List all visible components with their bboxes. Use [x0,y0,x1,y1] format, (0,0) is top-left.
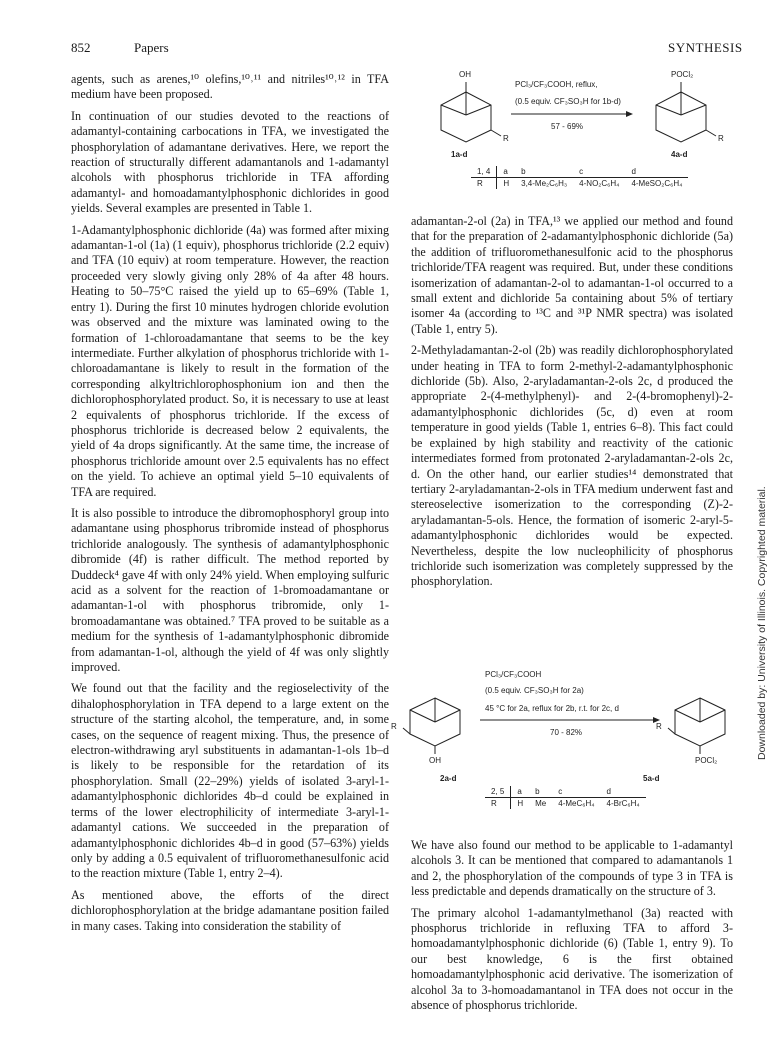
right-column-bottom [411,838,733,1019]
scheme-1 [411,70,741,210]
scheme-2 [385,668,740,818]
table-cell: 1, 4 [471,166,497,178]
table-cell: d [601,786,646,798]
paragraph: It is also possible to introduce the dibromophosphoryl group into adamantane using phosphorus tribromide instead of phosphorus trichloride analogously. The synthesis of adamantylphosphonic dibromide (4f) is rather difficult. The method reported by Duddeck⁴ gave 4f with only 24% yield. When employing sulfuric acid as a solvent for the reaction of 1-bromoadamantane or adamantan-1-ol with phosphorus tribromide, only 1-bromoadamantane was obtained.⁷ TFA proved to be suitable as a medium for the synthesis of 1-adamantylphosphonic dibromide from adamantan-1-ol, although the yield of 4f was only slightly improved. [71,505,389,675]
table-cell: c [552,786,600,798]
condition-line: PCl₃/CF₃COOH, reflux, [515,80,598,89]
r-label: R [391,722,397,731]
substituent-table [485,786,646,809]
condition-line: PCl₃/CF₃COOH [485,670,542,679]
yield-label: 57 - 69% [551,122,584,131]
paragraph: 1-Adamantylphosphonic dichloride (4a) was formed after mixing adamantan-1-ol (1a) (1 equiv), phosphorus trichloride (2.2 equiv) and TFA (10 equiv) at room temperature. However, the reaction proceeded very slowly giving only 28% of 4a after 48 hours. Heating to 50–75°C raised the yield up to 65–69% (Table 1, entry 1). During the first 10 minutes hydrogen chloride evolution was observed and the mixture was laminated owing to the formation of 1-chloroadamantane that seems to be the key intermediate. Further alkylation of phosphorus trichloride with 1-chloroadamantane is likely to result in the formation of the corresponding alkyltrichlorophosphonium ion and then the dichlorophosphorylated product. So, it is necessary to use at least 2 equivalents of phosphorus trichloride. If the excess of phosphorus trichloride is decreased below 2 equivalents, the yield of 4a drops significantly. At the same time, the increase of phosphorus trichloride amount over 2.5 equivalents has no effect on the yield. To achieve an optimal yield 5–10 equivalents of TFA are required. [71,222,389,499]
table-cell: d [625,166,688,178]
compound-label: 4a-d [671,150,688,159]
journal-name: SYNTHESIS [668,40,743,55]
table-cell: Me [535,799,547,808]
paragraph: 2-Methyladamantan-2-ol (2b) was readily dichlorophosphorylated under heating in TFA to form 2-methyl-2-adamantylphosphonic dichloride (5b). Also, 2-aryladamantan-2-ols 2c, d produced the appropriate 2-(4-methylphenyl)- and 2-(4-bromophenyl)-2-adamantylphosphonic dichlorides (5c, d) even at room temperature in good yields (Table 1, entries 6–8). This fact could be explained by high stability and reactivity of the cationic intermediates formed from protonated 2-aryladamantan-2-ols 2c, d. On the other hand, our earlier studies¹⁴ demonstrated that tertiary 2-aryladamantan-2-ols in TFA medium underwent fast and stereoselective isomerization to the corresponding (Z)-2-aryladamantan-5-ols. Hence, the formation of isomeric 2-aryl-5-adamantylphosphonic dichlorides would be expected. Nevertheless, despite the low nucleophilicity of phosphorus trichloride such isomerization was completely suppressed by the phosphorylation. [411,343,733,589]
compound-label: 5a-d [643,774,660,783]
paragraph: adamantan-2-ol (2a) in TFA,¹³ we applied our method and found that for the preparation of 2-adamantylphosphonic dichloride (5a) the addition of trifluoromethanesulfonic acid to the phosphorus trichloride/TFA reagent was required. But, under these conditions isomerization of adamantan-2-ol to adamantan-1-ol occurred to a small extent and dichloride 5a containing about 5% of tertiary isomer 4a (according to ¹³C and ³¹P NMR spectra) was isolated (Table 1, entry 5). [411,214,733,336]
r-label: R [718,134,724,143]
condition-line: (0.5 equiv. CF₃SO₃H for 2a) [485,686,584,695]
r-label: R [503,134,509,143]
table-cell: H [503,179,510,188]
paragraph: agents, such as arenes,¹⁰ olefins,¹⁰˒¹¹ and nitriles¹⁰˒¹² in TFA medium have been proposed. [71,72,389,102]
table-cell: 4-BrC₆H₄ [606,799,640,808]
paragraph: As mentioned above, the efforts of the direct dichlorophosphorylation at the bridge adamantane position failed in many cases. Taking into consideration the stability of [71,887,389,933]
yield-label: 70 - 82% [550,728,583,737]
condition-line: 45 °C for 2a, reflux for 2b, r.t. for 2c, d [485,704,619,713]
compound-label: 2a-d [440,774,457,783]
section-name: Papers [134,40,169,55]
oh-label: OH [459,70,471,79]
watermark-text: Downloaded by: University of Illinois. Copyrighted material. [756,486,768,760]
table-cell: b [515,166,573,178]
pocl2-label: POCl₂ [671,70,694,79]
download-watermark [756,300,776,760]
table-cell: 4-MeC₆H₄ [558,799,595,808]
paragraph: In continuation of our studies devoted to the reactions of adamantyl-containing carbocations in TFA, we investigated the phosphorylation of adamantane derivatives. Here, we report the reaction of structurally different adamantanols and 1-adamantyl alcohols with phosphorus trichloride in TFA affording adamantyl- and homoadamantylphosphonic dichlorides in good yields. Several examples are presented in Table 1. [71,108,389,216]
table-cell: 2, 5 [485,786,511,798]
page-number: 852 [71,40,91,55]
substituent-table [471,166,688,189]
table-cell: 4-MeSO₂C₆H₄ [631,179,683,188]
table-cell: 3,4-Me₂C₆H₃ [521,179,568,188]
table-cell: a [497,166,515,178]
paragraph: The primary alcohol 1-adamantylmethanol (3a) reacted with phosphorus trichloride in refluxing TFA to afford 3-homoadamantylphosphonic dichloride (6) (Table 1, entry 9). To our best knowledge, 6 is the first obtained homoadamantylphosphonic acid derivative. The isomerization of alcohol 3a to 3-homoadamantanol in TFA does not occur in the absence of phosphorus trichloride. [411,905,733,1013]
left-column [71,72,389,940]
table-cell: a [511,786,529,798]
pocl2-label: POCl₂ [695,756,718,765]
oh-label: OH [429,756,441,765]
paragraph: We have also found our method to be applicable to 1-adamantyl alcohols 3. It can be mentioned that compared to adamantanols 1 and 2, the phosphorylation of the compounds of type 3 in TFA is less predictable and depends dramatically on the structure of 3. [411,838,733,899]
table-cell: R [485,798,511,810]
table-cell: b [529,786,552,798]
table-cell: H [517,799,524,808]
r-label: R [656,722,662,731]
table-cell: R [471,178,497,190]
right-column [411,214,733,596]
paragraph: We found out that the facility and the regioselectivity of the dihalophosphorylation in TFA depend to a large extent on the structure of the starting alcohol, the temperature, and, in some cases, on the sequence of reagent mixing. Thus, the presence of electron-withdrawing aryl substituents in adamantan-1-ols 1b–d is likely to be responsible for the retardation of its phosphorylation. Small (22–29%) yields of isolated 3-aryl-1-adamantylphosphonic dichlorides 4b–d could be explained in terms of the lower electrophilicity of intermediate 3-aryl-1-adamantyl cations. We succeeded in the preparation of adamantylphosphonic dichlorides 4b–d in good (57–63%) yields only by adding a 0.5 equivalent of trifluoromethanesulfonic acid to the reaction mixture (Table 1, entry 2–4). [71,681,389,881]
table-cell: 4-NO₂C₆H₄ [579,179,620,188]
table-cell: c [573,166,625,178]
compound-label: 1a-d [451,150,468,159]
condition-line: (0.5 equiv. CF₃SO₃H for 1b-d) [515,97,621,106]
scheme-1-structures [411,70,741,210]
